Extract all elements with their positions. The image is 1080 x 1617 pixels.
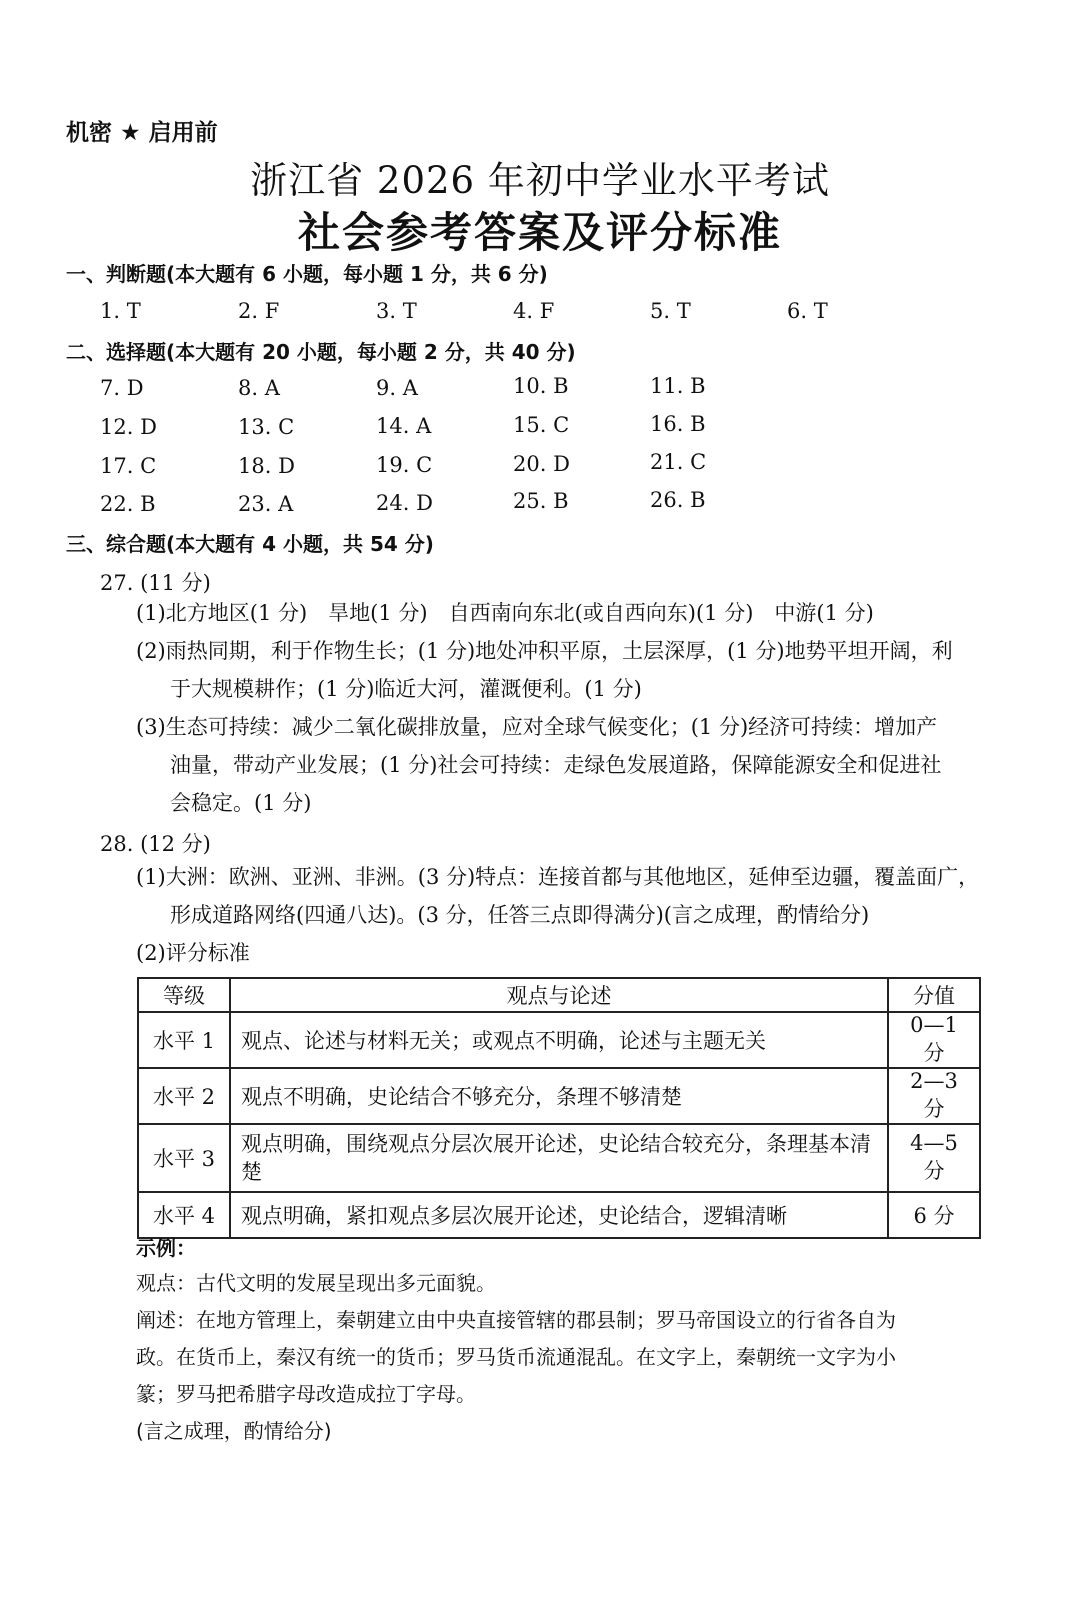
answer-13: 13. C [238, 415, 295, 439]
q28-part2: (2)评分标准 [136, 941, 250, 965]
example-label: 示例： [136, 1236, 196, 1260]
answer-5: 5. T [650, 299, 691, 323]
question-27-heading: 27. (11 分) [100, 571, 211, 595]
exam-title: 浙江省 2026 年初中学业水平考试 [250, 159, 830, 202]
level-cell: 水平 2 [138, 1068, 230, 1124]
q28-part1-line1: (1)大洲：欧洲、亚洲、非洲。(3 分)特点：连接首都与其他地区，延伸至边疆，覆盖面广， [136, 865, 980, 889]
answer-11: 11. B [650, 374, 706, 398]
answer-9: 9. A [376, 376, 418, 400]
answer-4: 4. F [513, 299, 555, 323]
example-viewpoint: 观点：古代文明的发展呈现出多元面貌。 [136, 1271, 496, 1295]
description-cell: 观点明确，紧扣观点多层次展开论述，史论结合，逻辑清晰 [230, 1192, 888, 1238]
score-cell: 2—3 分 [888, 1068, 980, 1124]
question-28-heading: 28. (12 分) [100, 832, 211, 856]
table-row [138, 1012, 980, 1068]
answer-12: 12. D [100, 415, 157, 439]
answer-23: 23. A [238, 492, 294, 516]
table-header-row [138, 978, 980, 1012]
answer-8: 8. A [238, 376, 280, 400]
table-header: 等级 [138, 978, 230, 1012]
answer-7: 7. D [100, 376, 144, 400]
example-line1: 阐述：在地方管理上，秦朝建立由中央直接管辖的郡县制；罗马帝国设立的行省各自为 [136, 1308, 896, 1332]
answer-16: 16. B [650, 412, 706, 436]
section2-heading: 二、选择题(本大题有 20 小题，每小题 2 分，共 40 分) [66, 340, 576, 364]
score-cell: 4—5 分 [888, 1124, 980, 1192]
answer-14: 14. A [376, 414, 432, 438]
description-cell: 观点、论述与材料无关；或观点不明确，论述与主题无关 [230, 1012, 888, 1068]
q28-part1-line2: 形成道路网络(四通八达)。(3 分，任答三点即得满分)(言之成理，酌情给分) [170, 903, 870, 927]
answer-17: 17. C [100, 454, 157, 478]
level-cell: 水平 1 [138, 1012, 230, 1068]
answer-10: 10. B [513, 374, 569, 398]
description-cell: 观点不明确，史论结合不够充分，条理不够清楚 [230, 1068, 888, 1124]
description-cell: 观点明确，围绕观点分层次展开论述，史论结合较充分，条理基本清楚 [230, 1124, 888, 1192]
example-line2: 政。在货币上，秦汉有统一的货币；罗马货币流通混乱。在文字上，秦朝统一文字为小 [136, 1345, 896, 1369]
q27-part2-line1: (2)雨热同期，利于作物生长；(1 分)地处冲积平原，土层深厚，(1 分)地势平坦开阔，利 [136, 639, 953, 663]
answer-6: 6. T [787, 299, 828, 323]
score-cell: 6 分 [888, 1192, 980, 1238]
table-header: 观点与论述 [230, 978, 888, 1012]
q27-part3-line1: (3)生态可持续：减少二氧化碳排放量，应对全球气候变化；(1 分)经济可持续：增加产 [136, 715, 938, 739]
q27-part3-line2: 油量，带动产业发展；(1 分)社会可持续：走绿色发展道路，保障能源安全和促进社 [170, 753, 942, 777]
section1-heading: 一、判断题(本大题有 6 小题，每小题 1 分，共 6 分) [66, 262, 548, 286]
q27-part1: (1)北方地区(1 分) 旱地(1 分) 自西南向东北(或自西向东)(1 分) 中游(1 分) [136, 601, 874, 625]
answer-24: 24. D [376, 491, 433, 515]
level-cell: 水平 3 [138, 1124, 230, 1192]
q27-part2-line2: 于大规模耕作；(1 分)临近大河，灌溉便利。(1 分) [170, 677, 642, 701]
level-cell: 水平 4 [138, 1192, 230, 1238]
answer-19: 19. C [376, 453, 433, 477]
score-cell: 0—1 分 [888, 1012, 980, 1068]
grading-table [137, 977, 981, 1239]
answer-25: 25. B [513, 489, 569, 513]
example-line3: 篆；罗马把希腊字母改造成拉丁字母。 [136, 1382, 476, 1406]
answer-2: 2. F [238, 299, 280, 323]
section3-heading: 三、综合题(本大题有 4 小题，共 54 分) [66, 532, 434, 556]
answer-1: 1. T [100, 299, 141, 323]
answer-21: 21. C [650, 450, 707, 474]
table-row [138, 1068, 980, 1124]
answer-3: 3. T [376, 299, 417, 323]
table-header: 分值 [888, 978, 980, 1012]
answer-26: 26. B [650, 488, 706, 512]
table-row [138, 1124, 980, 1192]
answer-18: 18. D [238, 454, 295, 478]
answer-22: 22. B [100, 492, 156, 516]
table-row [138, 1192, 980, 1238]
answer-20: 20. D [513, 452, 570, 476]
confidential-mark: 机密 ★ 启用前 [66, 120, 218, 146]
example-note: (言之成理，酌情给分) [136, 1419, 332, 1443]
answer-15: 15. C [513, 413, 570, 437]
document-title: 社会参考答案及评分标准 [297, 208, 782, 257]
q27-part3-line3: 会稳定。(1 分) [170, 791, 312, 815]
